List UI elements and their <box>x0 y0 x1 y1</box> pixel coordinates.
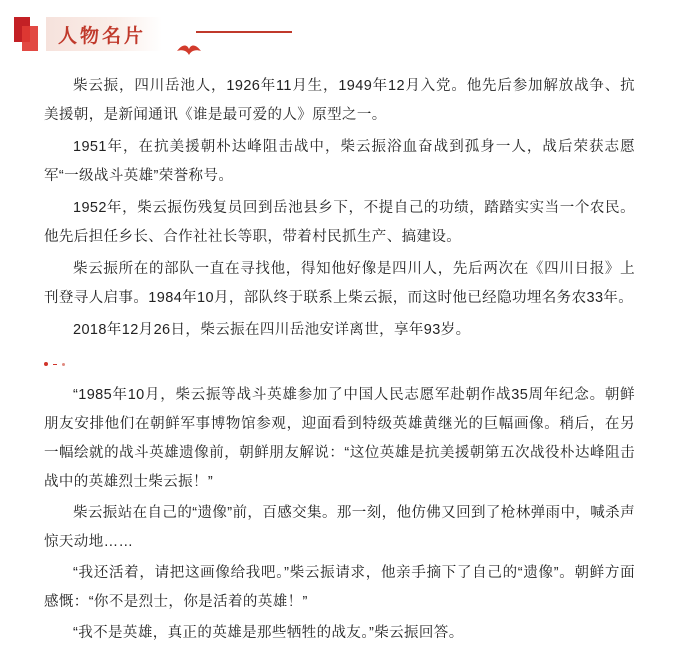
paragraph: “1985年10月，柴云振等战斗英雄参加了中国人民志愿军赴朝作战35周年纪念。朝鲜朋友安排他们在朝鲜军事博物馆参观，迎面看到特级英雄黄继光的巨幅画像。稍后，在另一幅绘就的战斗英雄遗像前，朝鲜朋友解说：“这位英雄是抗美援朝第五次战役朴达峰阻击战中的英雄烈士柴云振！” <box>44 387 635 490</box>
divider-dot <box>44 362 48 366</box>
paragraph: 1952年，柴云振伤残复员回到岳池县乡下，不提自己的功绩，踏踏实实当一个农民。他先后担任乡长、合作社社长等职，带着村民抓生产、搞建设。 <box>44 200 635 245</box>
paragraph: 2018年12月26日，柴云振在四川岳池安详离世，享年93岁。 <box>73 322 471 338</box>
header-rule <box>196 31 292 33</box>
paragraph: 1951年，在抗美援朝朴达峰阻击战中，柴云振浴血奋战到孤身一人，战后荣获志愿军“一级战斗英雄”荣誉称号。 <box>44 139 635 184</box>
paragraph: 柴云振站在自己的“遗像”前，百感交集。那一刻，他仿佛又回到了枪林弹雨中，喊杀声惊天动地…… <box>44 505 635 550</box>
divider-dot <box>62 363 65 366</box>
header-inner <box>14 14 679 54</box>
paragraph: 柴云振，四川岳池人，1926年11月生，1949年12月入党。他先后参加解放战争、抗美援朝，是新闻通讯《谁是最可爱的人》原型之一。 <box>44 78 635 123</box>
paragraph: “我不是英雄，真正的英雄是那些牺牲的战友。”柴云振回答。 <box>73 625 464 641</box>
flag-bar-front <box>22 26 38 51</box>
title-plate <box>46 17 162 51</box>
paragraph: 柴云振所在的部队一直在寻找他，得知他好像是四川人，先后两次在《四川日报》上刊登寻人启事。1984年10月，部队终于联系上柴云振，而这时他已经隐功埋名务农33年。 <box>44 261 635 306</box>
divider-line <box>53 364 57 365</box>
paragraph: “我还活着，请把这画像给我吧。”柴云振请求，他亲手摘下了自己的“遗像”。朝鲜方面感慨：“你不是烈士，你是活着的英雄！” <box>44 565 635 610</box>
section-divider <box>0 351 679 377</box>
section-one <box>0 62 679 345</box>
red-flag-icon <box>14 17 40 51</box>
divider-dots <box>44 362 65 366</box>
section-two <box>0 381 679 648</box>
page-title: 人物名片 <box>58 25 147 47</box>
document-header <box>0 0 679 62</box>
flying-bird-icon <box>176 42 202 58</box>
